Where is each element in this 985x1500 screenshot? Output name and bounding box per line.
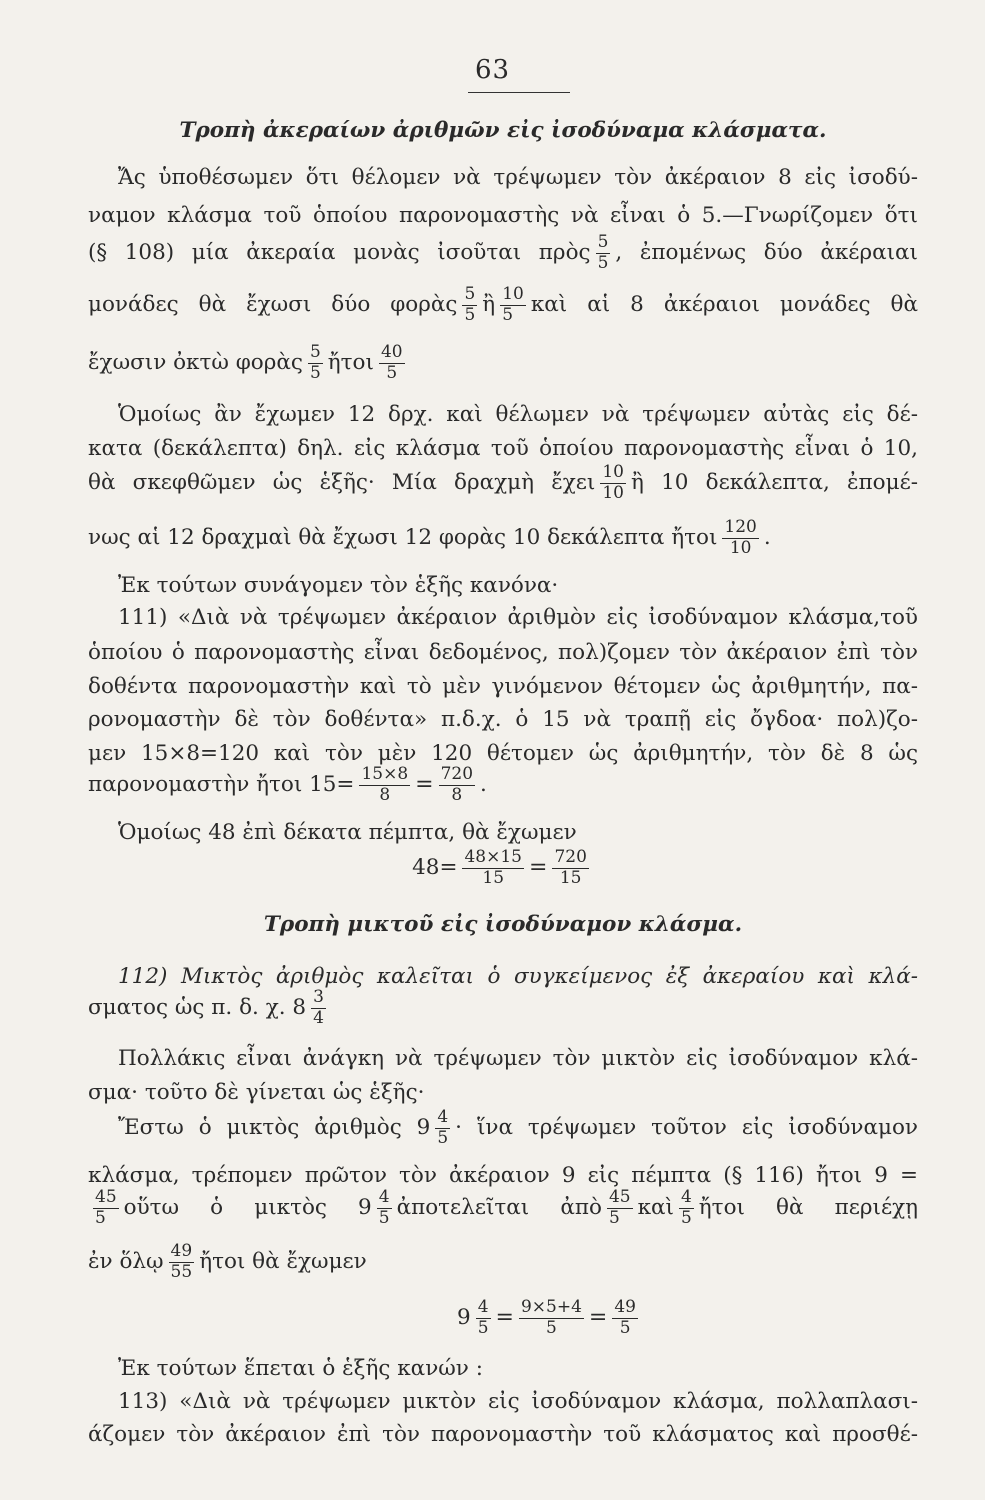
fraction: $\frac{45}{5}$ [95, 1187, 117, 1228]
text-line: κατα (δεκάλεπτα) δηλ. εἰς κλάσμα τοῦ ὁποίου παρονομαστὴς εἶναι ὁ 10, [88, 436, 918, 461]
text-segment: ἤτοι θὰ ἔχωμεν [199, 1249, 367, 1275]
text-segment: νως αἱ 12 δραχμαὶ θὰ ἔχωσι 12 φορὰς 10 δεκάλεπτα ἤτοι [88, 525, 718, 551]
text-segment: οὕτω ὁ μικτὸς 9 [123, 1195, 372, 1221]
text-line-with-fraction [88, 233, 918, 273]
text-line-with-fraction [118, 1108, 918, 1148]
fraction: $\frac{3}{4}$ [313, 987, 324, 1028]
text-line-with-fraction [88, 988, 918, 1028]
text-line-with-fraction [88, 1242, 918, 1282]
text-line: ρονομαστὴν δὲ τὸν δοθέντα» π.δ.χ. ὁ 15 νὰ τραπῇ εἰς ὄγδοα· πολ)ζο- [88, 707, 918, 732]
equation-48 [88, 848, 918, 888]
fraction: $\frac{4}{5}$ [437, 1107, 449, 1148]
fraction: $\frac{49}{5}$ [614, 1297, 636, 1338]
fraction: $\frac{4}{5}$ [680, 1187, 692, 1228]
text-segment: ἤτοι θὰ περιέχῃ [698, 1195, 919, 1221]
text-line: δοθέντα παρονομαστὴν καὶ τὸ μὲν γινόμενον θέτομεν ὡς ἀριθμητήν, πα- [88, 674, 918, 699]
text-segment: θὰ σκεφθῶμεν ὡς ἑξῆς· Μία δραχμὴ ἔχει [88, 470, 596, 496]
fraction: $\frac{4}{5}$ [477, 1297, 489, 1338]
fraction: $\frac{720}{8}$ [440, 764, 474, 805]
fraction: $\frac{120}{10}$ [724, 517, 757, 558]
fraction: $\frac{10}{10}$ [602, 462, 624, 503]
text-segment: μονάδες θὰ ἔχωσι δύο φορὰς [88, 292, 458, 318]
text-segment: ἀποτελεῖται ἀπὸ [396, 1195, 602, 1221]
text-segment: καὶ [637, 1195, 674, 1221]
text-line: άζομεν τὸν ἀκέραιον ἐπὶ τὸν παρονομαστὴν τοῦ κλάσματος καὶ προσθέ- [88, 1422, 918, 1447]
text-line: κλάσμα, τρέπομεν πρῶτον τὸν ἀκέραιον 9 εἰς πέμπτα (§ 116) ἤτοι 9 = [88, 1163, 918, 1188]
text-segment: . [480, 772, 487, 798]
text-line: ναμον κλάσμα τοῦ ὁποίου παρονομαστὴς νὰ εἶναι ὁ 5.—Γνωρίζομεν ὅτι [88, 203, 918, 228]
text-segment: ἐν ὅλῳ [88, 1249, 164, 1275]
text-segment: ἢ [482, 292, 496, 318]
fraction: $\frac{5}{5}$ [309, 342, 321, 383]
header-rule [468, 92, 570, 93]
fraction: $\frac{40}{5}$ [380, 342, 403, 383]
text-line: μεν 15×8=120 καὶ τὸν μὲν 120 θέτομεν ὡς ἀριθμητήν, τὸν δὲ 8 ὡς [88, 741, 918, 766]
text-segment: · ἵνα τρέψωμεν τοῦτον εἰς ἰσοδύναμον [455, 1115, 918, 1141]
fraction: $\frac{48\times 15}{15}$ [464, 847, 522, 888]
rule-113-line: 113) «Διὰ νὰ τρέψωμεν μικτὸν εἰς ἰσοδύναμον κλάσμα, πολλαπλασι- [118, 1389, 918, 1414]
text-line: Ὁμοίως ἂν ἔχωμεν 12 δρχ. καὶ θέλωμεν νὰ τρέψωμεν αὐτὰς εἰς δέ- [118, 402, 918, 427]
equals-sign: = [529, 855, 548, 881]
fraction: $\frac{15\times 8}{8}$ [361, 764, 409, 805]
text-segment: ἢ 10 δεκάλεπτα, ἐπομέ- [631, 470, 918, 496]
text-segment: Ἔστω ὁ μικτὸς ἀριθμὸς 9 [118, 1115, 431, 1141]
fraction: $\frac{5}{5}$ [597, 232, 609, 273]
text-segment: σματος ὡς π. δ. χ. 8 [88, 995, 307, 1021]
fraction: $\frac{49}{55}$ [170, 1241, 193, 1282]
text-line: Πολλάκις εἶναι ἀνάγκη νὰ τρέψωμεν τὸν μικτὸν εἰς ἰσοδύναμον κλά- [118, 1046, 918, 1071]
text-segment: ἤτοι [327, 350, 374, 376]
section-title-mixed-to-fraction: Τροπὴ μικτοῦ εἰς ἰσοδύναμον κλάσμα. [263, 912, 743, 937]
text-line-with-fraction [88, 343, 918, 383]
text-segment: καὶ αἱ 8 ἀκέραιοι μονάδες θὰ [530, 292, 918, 318]
equals-sign: = [588, 1305, 608, 1331]
text-line-with-fractions [88, 1188, 918, 1228]
rule-111-line: 111) «Διὰ νὰ τρέψωμεν ἀκέραιον ἀριθμὸν εἰς ἰσοδύναμον κλάσμα,τοῦ [118, 605, 918, 630]
definition-112-line: 112) Μικτὸς ἀριθμὸς καλεῖται ὁ συγκείμενος ἐξ ἀκεραίου καὶ κλά- [118, 964, 918, 989]
equation-mixed-9 [200, 1298, 900, 1338]
text-line: Ὁμοίως 48 ἐπὶ δέκατα πέμπτα, θὰ ἔχωμεν [118, 820, 577, 845]
equals-sign: = [415, 772, 434, 798]
fraction: $\frac{9\times 5+4}{5}$ [520, 1297, 582, 1338]
text-line: Ἐκ τούτων συνάγομεν τὸν ἑξῆς κανόνα· [118, 573, 559, 598]
text-line: Ἐκ τούτων ἕπεται ὁ ἑξῆς κανών : [118, 1356, 483, 1381]
text-line-with-fraction [88, 518, 918, 558]
text-line: Ἄς ὑποθέσωμεν ὅτι θέλομεν νὰ τρέψωμεν τὸν ἀκέραιον 8 εἰς ἰσοδύ- [118, 165, 918, 190]
text-line: σμα· τοῦτο δὲ γίνεται ὡς ἑξῆς· [88, 1080, 425, 1105]
fraction: $\frac{5}{5}$ [464, 284, 476, 325]
text-segment: ἔχωσιν ὀκτὼ φορὰς [88, 350, 303, 376]
page-number: 63 [474, 55, 511, 85]
text-segment: (§ 108) μία ἀκεραία μονὰς ἰσοῦται πρὸς [88, 240, 591, 266]
fraction: $\frac{10}{5}$ [502, 284, 524, 325]
text-segment: . [763, 525, 771, 551]
text-line: ὁποίου ὁ παρονομαστὴς εἶναι δεδομένος, πολ)ζομεν τὸν ἀκέραιον ἐπὶ τὸν [88, 640, 918, 665]
fraction: $\frac{4}{5}$ [378, 1187, 390, 1228]
text-segment: 48= [412, 855, 458, 881]
section-title-integers-to-fractions: Τροπὴ ἀκεραίων ἀριθμῶν εἰς ἰσοδύναμα κλάσματα. [179, 118, 827, 143]
text-line-with-fraction [88, 463, 918, 503]
text-segment: παρονομαστὴν ἤτοι 15= [88, 772, 355, 798]
text-line-with-fraction [88, 765, 918, 805]
text-segment: , ἐπομένως δύο ἀκέραιαι [615, 240, 918, 266]
fraction: $\frac{720}{15}$ [554, 847, 587, 888]
fraction: $\frac{45}{5}$ [608, 1187, 631, 1228]
text-segment: 9 [457, 1305, 471, 1331]
text-line-with-fraction [88, 285, 918, 325]
equals-sign: = [495, 1305, 514, 1331]
